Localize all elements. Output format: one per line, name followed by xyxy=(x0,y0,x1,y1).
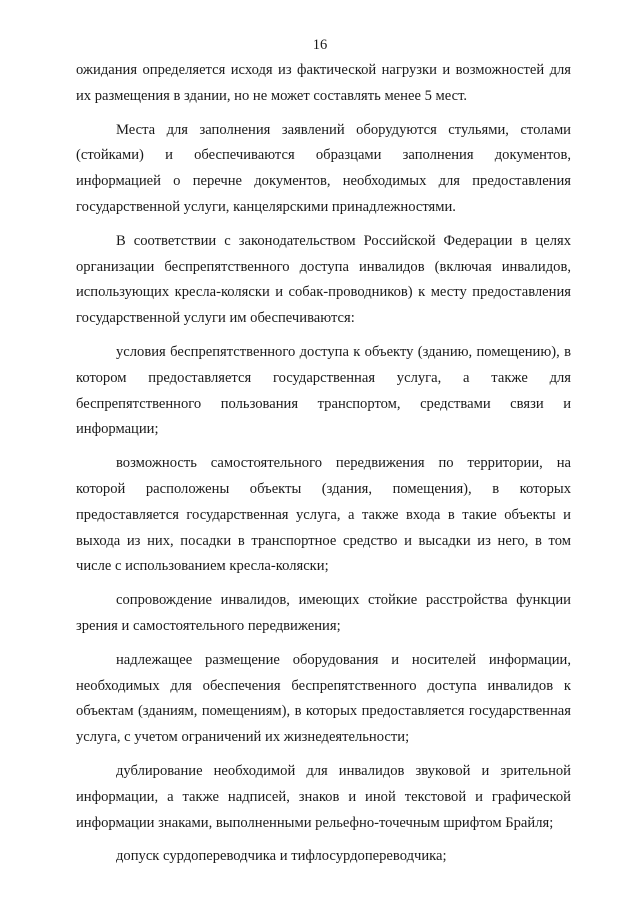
document-body xyxy=(76,58,571,878)
paragraph-independent-movement: возможность самостоятельного передвижения по территории, на которой расположены объекты (здания, помещения), в которых предоставляется государственная услуга, а также входа в такие объекты и выхода из них, посадки в транспортное средство и высадки из него, в том числе с использованием кресла-коляски; xyxy=(76,455,571,575)
paragraph-equipment-placement: надлежащее размещение оборудования и носителей информации, необходимых для обеспечения беспрепятственного доступа инвалидов к объектам (зданиям, помещениям), в которых предоставляется государственная услуга, с учетом ограничений их жизнедеятельности; xyxy=(76,651,571,746)
page-number: 16 xyxy=(312,37,328,53)
paragraph-waiting-places: ожидания определяется исходя из фактической нагрузки и возможностей для их размещения в здании, но не может составлять менее 5 мест. xyxy=(76,62,571,104)
paragraph-sign-interpreter: допуск сурдопереводчика и тифлосурдопереводчика; xyxy=(116,848,447,865)
paragraph-application-places: Места для заполнения заявлений оборудуются стульями, столами (стойками) и обеспечиваются образцами заполнения документов, информацией о перечне документов, необходимых для предоставления государственной услуги, канцелярскими принадлежностями. xyxy=(76,121,571,215)
paragraph-access-conditions: условия беспрепятственного доступа к объекту (зданию, помещению), в котором предоставляется государственная услуга, а также для беспрепятственного пользования транспортом, средствами связи и информации; xyxy=(76,343,571,438)
paragraph-information-duplication: дублирование необходимой для инвалидов звуковой и зрительной информации, а также надписей, знаков и иной текстовой и графической информации знаками, выполненными рельефно-точечным шрифтом Брайля; xyxy=(76,762,571,831)
paragraph-escort: сопровождение инвалидов, имеющих стойкие расстройства функции зрения и самостоятельного передвижения; xyxy=(76,592,571,634)
paragraph-accessibility-intro: В соответствии с законодательством Российской Федерации в целях организации беспрепятственного доступа инвалидов (включая инвалидов, использующих кресла-коляски и собак-проводников) к месту предоставления государственной услуги им обеспечиваются: xyxy=(76,232,571,327)
